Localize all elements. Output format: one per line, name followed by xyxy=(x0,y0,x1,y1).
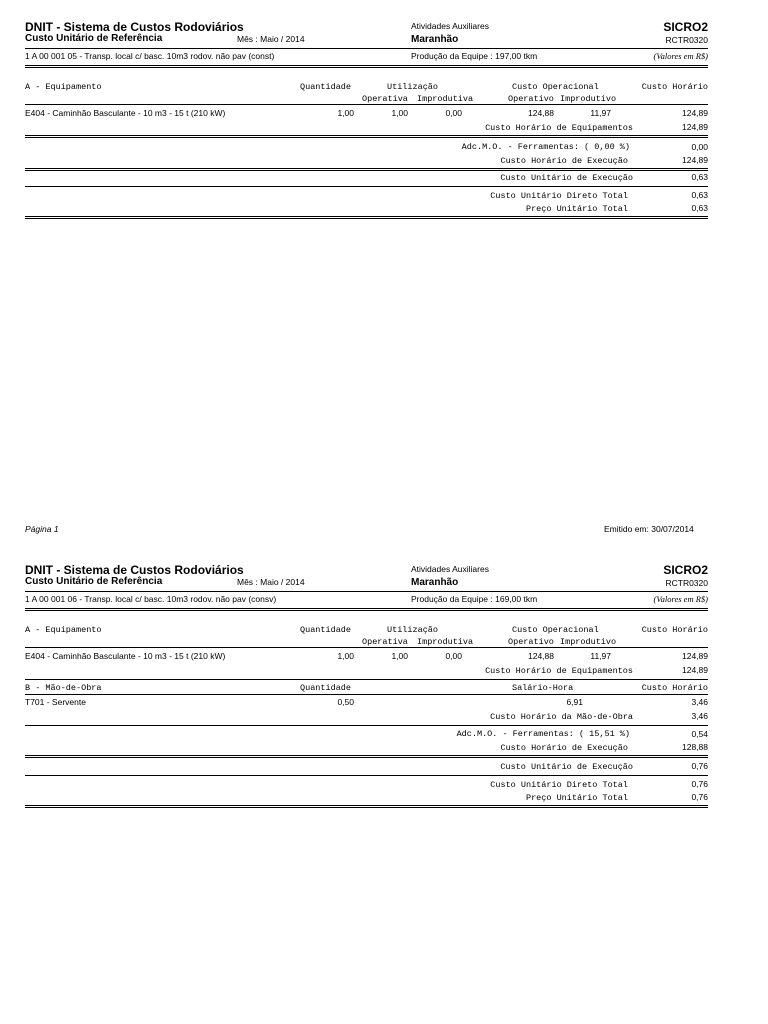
equipment-item: E404 - Caminhão Basculante - 10 m3 - 15 t (210 kW) xyxy=(25,651,226,661)
op-cost-column-header: Custo Operacional xyxy=(512,625,599,635)
direct-total-value: 0,63 xyxy=(691,190,708,200)
improductive-column-header: Improdutiva xyxy=(417,637,474,647)
table-divider xyxy=(25,757,708,758)
labor-total-label: Custo Horário da Mão-de-Obra xyxy=(490,712,633,722)
exec-unit-value: 0,76 xyxy=(691,761,708,771)
table-divider xyxy=(25,694,708,695)
equipment-operative: 1,00 xyxy=(391,651,408,661)
op-cost-column-header: Custo Operacional xyxy=(512,82,599,92)
org-title: DNIT - Sistema de Custos Rodoviários xyxy=(25,20,244,34)
report-title: Custo Unitário de Referência xyxy=(25,33,163,44)
equipment-cost-improductive: 11,97 xyxy=(590,651,611,661)
equipment-quantity: 1,00 xyxy=(337,108,354,118)
tools-label: Adc.M.O. - Ferramentas: ( 15,51 %) xyxy=(456,729,630,739)
tools-value: 0,54 xyxy=(691,729,708,739)
page-number: Página 1 xyxy=(25,524,59,534)
hourly-cost-column-header: Custo Horário xyxy=(641,625,708,635)
tools-label: Adc.M.O. - Ferramentas: ( 0,00 %) xyxy=(461,142,630,152)
team-production: Produção da Equipe : 169,00 tkm xyxy=(411,594,538,604)
exec-hourly-value: 124,89 xyxy=(682,155,708,165)
team-production: Produção da Equipe : 197,00 tkm xyxy=(411,51,538,61)
table-divider xyxy=(25,170,708,171)
header-divider xyxy=(25,48,708,49)
labor-hourly: 3,46 xyxy=(691,697,708,707)
equipment-improductive: 0,00 xyxy=(445,108,462,118)
equipment-total-label: Custo Horário de Equipamentos xyxy=(485,123,633,133)
labor-wage: 6,91 xyxy=(566,697,583,707)
equipment-cost-improductive: 11,97 xyxy=(590,108,611,118)
equipment-operative: 1,00 xyxy=(391,108,408,118)
table-divider xyxy=(25,218,708,219)
equipment-section-title: A - Equipamento xyxy=(25,625,102,635)
header-divider xyxy=(25,65,708,66)
unit-price-value: 0,76 xyxy=(691,792,708,802)
quantity-column-header: Quantidade xyxy=(300,625,352,635)
table-divider xyxy=(25,137,708,138)
op-cost-improductive-header: Improdutivo xyxy=(560,637,617,647)
org-title: DNIT - Sistema de Custos Rodoviários xyxy=(25,563,244,577)
exec-unit-label: Custo Unitário de Execução xyxy=(500,762,633,772)
issue-date: Emitido em: 30/07/2014 xyxy=(604,524,694,534)
report-code: RCTR0320 xyxy=(665,578,708,588)
month-label: Mês : Maio / 2014 xyxy=(237,34,305,44)
table-divider xyxy=(25,216,708,217)
service-description: 1 A 00 001 06 - Transp. local c/ basc. 10m3 rodov. não pav (consv) xyxy=(25,594,277,604)
state-name: Maranhão xyxy=(411,34,459,45)
exec-unit-label: Custo Unitário de Execução xyxy=(500,173,633,183)
equipment-total-label: Custo Horário de Equipamentos xyxy=(485,666,633,676)
operative-column-header: Operativa xyxy=(362,94,408,104)
labor-quantity-header: Quantidade xyxy=(300,683,352,693)
improductive-column-header: Improdutiva xyxy=(417,94,474,104)
service-description: 1 A 00 001 05 - Transp. local c/ basc. 10m3 rodov. não pav (const) xyxy=(25,51,275,61)
report-page-2 xyxy=(25,563,708,813)
table-divider xyxy=(25,186,708,187)
system-code: SICRO2 xyxy=(663,563,708,577)
table-divider xyxy=(25,725,708,726)
wage-column-header: Salário-Hora xyxy=(512,683,574,693)
activity-type: Atividades Auxiliares xyxy=(411,21,489,31)
equipment-improductive: 0,00 xyxy=(445,651,462,661)
header-divider xyxy=(25,67,708,68)
unit-price-value: 0,63 xyxy=(691,203,708,213)
labor-total-value: 3,46 xyxy=(691,711,708,721)
hourly-cost-column-header: Custo Horário xyxy=(641,82,708,92)
direct-total-value: 0,76 xyxy=(691,779,708,789)
table-divider xyxy=(25,647,708,648)
values-unit: (Valores em R$) xyxy=(653,51,708,61)
table-divider xyxy=(25,807,708,808)
utilization-column-header: Utilização xyxy=(387,625,439,635)
equipment-hourly: 124,89 xyxy=(682,651,708,661)
report-page-1 xyxy=(25,20,708,220)
report-code: RCTR0320 xyxy=(665,35,708,45)
op-cost-operative-header: Operativo xyxy=(508,637,554,647)
labor-section-title: B - Mão-de-Obra xyxy=(25,683,102,693)
equipment-cost-operative: 124,88 xyxy=(528,651,554,661)
header-divider xyxy=(25,610,708,611)
labor-hourly-header: Custo Horário xyxy=(641,683,708,693)
equipment-cost-operative: 124,88 xyxy=(528,108,554,118)
direct-total-label: Custo Unitário Direto Total xyxy=(490,780,628,790)
values-unit: (Valores em R$) xyxy=(653,594,708,604)
unit-price-label: Preço Unitário Total xyxy=(525,793,628,803)
table-divider xyxy=(25,755,708,756)
direct-total-label: Custo Unitário Direto Total xyxy=(490,191,628,201)
system-code: SICRO2 xyxy=(663,20,708,34)
exec-hourly-value: 128,88 xyxy=(682,742,708,752)
quantity-column-header: Quantidade xyxy=(300,82,352,92)
equipment-total-value: 124,89 xyxy=(682,122,708,132)
activity-type: Atividades Auxiliares xyxy=(411,564,489,574)
exec-hourly-label: Custo Horário de Execução xyxy=(500,743,628,753)
operative-column-header: Operativa xyxy=(362,637,408,647)
equipment-section-title: A - Equipamento xyxy=(25,82,102,92)
table-divider xyxy=(25,168,708,169)
table-divider xyxy=(25,104,708,105)
header-divider xyxy=(25,608,708,609)
table-divider xyxy=(25,135,708,136)
labor-quantity: 0,50 xyxy=(337,697,354,707)
table-divider xyxy=(25,679,708,680)
tools-value: 0,00 xyxy=(691,142,708,152)
op-cost-operative-header: Operativo xyxy=(508,94,554,104)
table-divider xyxy=(25,775,708,776)
labor-item: T701 - Servente xyxy=(25,697,86,707)
report-title: Custo Unitário de Referência xyxy=(25,576,163,587)
equipment-total-value: 124,89 xyxy=(682,665,708,675)
unit-price-label: Preço Unitário Total xyxy=(525,204,628,214)
month-label: Mês : Maio / 2014 xyxy=(237,577,305,587)
op-cost-improductive-header: Improdutivo xyxy=(560,94,617,104)
equipment-quantity: 1,00 xyxy=(337,651,354,661)
header-divider xyxy=(25,591,708,592)
equipment-hourly: 124,89 xyxy=(682,108,708,118)
table-divider xyxy=(25,805,708,806)
equipment-item: E404 - Caminhão Basculante - 10 m3 - 15 t (210 kW) xyxy=(25,108,226,118)
utilization-column-header: Utilização xyxy=(387,82,439,92)
state-name: Maranhão xyxy=(411,577,459,588)
exec-unit-value: 0,63 xyxy=(691,172,708,182)
exec-hourly-label: Custo Horário de Execução xyxy=(500,156,628,166)
